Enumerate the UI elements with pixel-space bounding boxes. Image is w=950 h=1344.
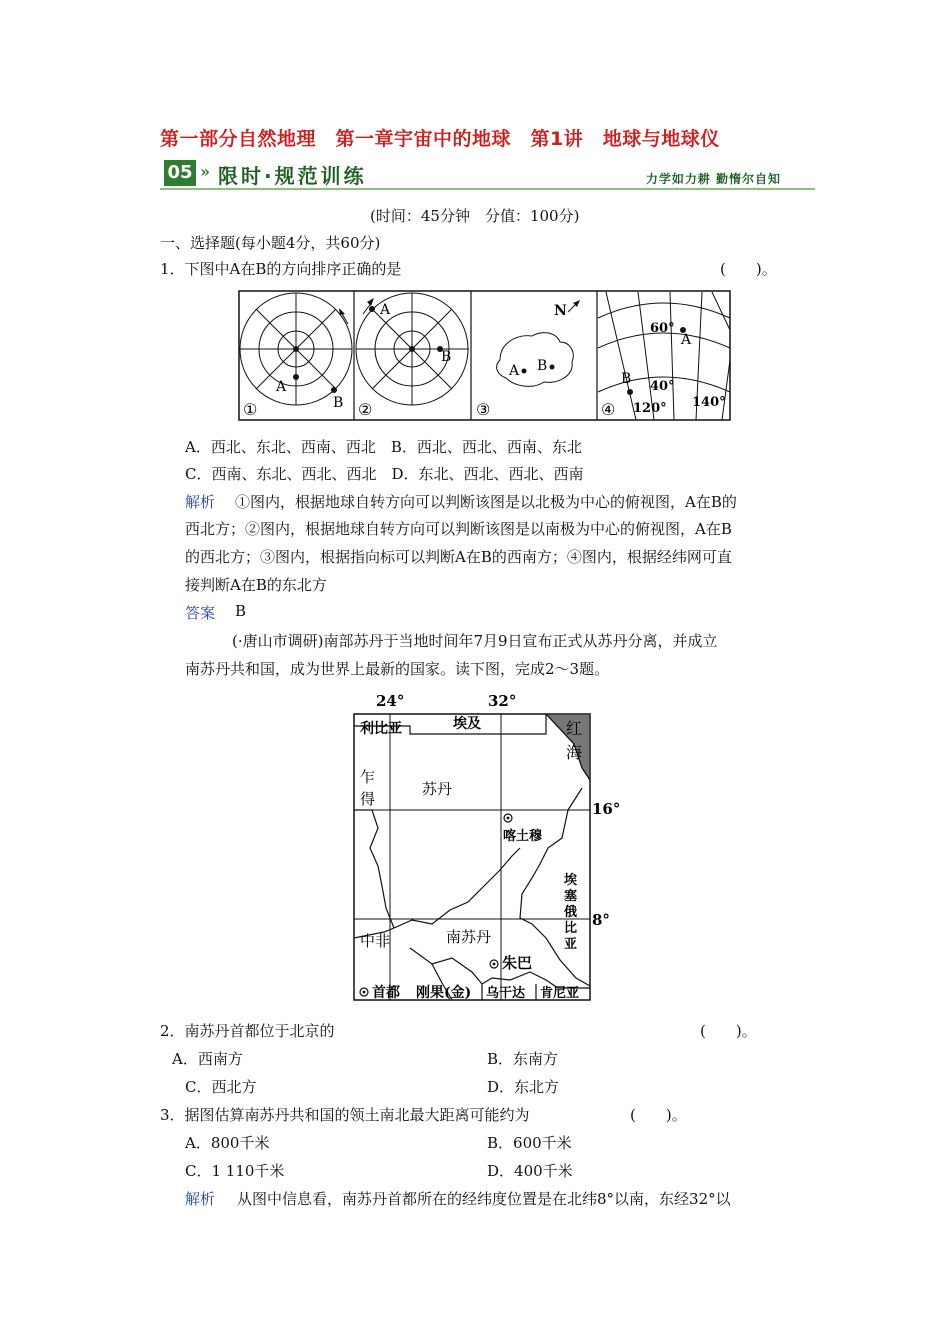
section-heading: 一、选择题(每小题4分，共60分) <box>160 234 381 252</box>
q3-option-d: D．400千米 <box>487 1162 573 1180</box>
svg-text:③: ③ <box>476 400 491 419</box>
q1-analysis-line2: 西北方；②图内，根据地球自转方向可以判断该图是以南极为中心的俯视图，A在B <box>185 520 732 538</box>
svg-text:埃: 埃 <box>564 873 578 888</box>
svg-text:A: A <box>681 332 692 348</box>
svg-text:肯尼亚: 肯尼亚 <box>540 986 580 1001</box>
intro-line2: 南苏丹共和国，成为世界上最新的国家。读下图，完成2～3题。 <box>185 660 610 678</box>
q1-options-ab: A．西北、东北、西南、西北 B．西北、西北、西南、东北 <box>185 438 582 456</box>
svg-text:40°: 40° <box>650 379 675 394</box>
q2-option-b: B．东南方 <box>487 1050 559 1068</box>
q2-option-c: C．西北方 <box>185 1078 257 1096</box>
q2-blank: ( )。 <box>700 1022 757 1040</box>
q3-option-c: C．1 110千米 <box>185 1162 285 1180</box>
q1-blank: ( )。 <box>720 260 777 278</box>
chapter-badge: 05 <box>164 160 196 186</box>
time-score: (时间：45分钟 分值：100分) <box>370 207 580 225</box>
svg-text:A: A <box>276 379 287 395</box>
svg-text:喀土穆: 喀土穆 <box>503 829 543 844</box>
q1-answer: B <box>235 602 247 620</box>
q3-analysis-label: 解析 <box>185 1190 216 1208</box>
svg-text:8°: 8° <box>592 911 610 929</box>
svg-text:B: B <box>333 395 344 411</box>
svg-text:A: A <box>380 302 391 318</box>
section-band <box>160 158 815 190</box>
svg-text:120°: 120° <box>633 401 667 416</box>
svg-text:比: 比 <box>564 921 578 936</box>
svg-text:②: ② <box>358 400 373 419</box>
page-title: 第一部分自然地理 第一章宇宙中的地球 第1讲 地球与地球仪 <box>160 128 720 150</box>
q1-analysis-line1: ①图内，根据地球自转方向可以判断该图是以北极为中心的俯视图，A在B的 <box>235 493 737 511</box>
intro-line1: (·唐山市调研)南部苏丹于当地时间年7月9日宣布正式从苏丹分离，并成立 <box>232 632 718 650</box>
q3-blank: ( )。 <box>630 1106 687 1124</box>
q2-option-d: D．东北方 <box>487 1078 560 1096</box>
svg-text:①: ① <box>243 400 258 419</box>
svg-text:得: 得 <box>360 790 376 808</box>
svg-text:首都: 首都 <box>372 985 400 1001</box>
q3-option-a: A．800千米 <box>185 1134 270 1152</box>
svg-text:32°: 32° <box>488 692 517 710</box>
q3-stem: 3．据图估算南苏丹共和国的领土南北最大距离可能约为 <box>160 1106 530 1124</box>
svg-text:140°: 140° <box>692 395 726 410</box>
q2-stem: 2．南苏丹首都位于北京的 <box>160 1022 335 1040</box>
svg-text:刚果(金): 刚果(金) <box>416 985 472 1001</box>
q1-figure <box>238 290 732 422</box>
svg-text:16°: 16° <box>592 800 621 818</box>
svg-text:乍: 乍 <box>360 768 376 786</box>
svg-text:亚: 亚 <box>564 937 578 952</box>
svg-text:利比亚: 利比亚 <box>360 721 402 737</box>
q1-answer-label: 答案 <box>185 604 216 622</box>
svg-text:24°: 24° <box>376 692 405 710</box>
svg-text:苏丹: 苏丹 <box>422 780 453 798</box>
band-label: 限时·规范训练 <box>218 164 367 188</box>
q3-option-b: B．600千米 <box>487 1134 572 1152</box>
q1-options-cd: C．西南、东北、西北、西北 D．东北、西北、西北、西南 <box>185 465 584 483</box>
sudan-map <box>350 688 621 1006</box>
svg-text:海: 海 <box>566 743 583 762</box>
svg-text:B: B <box>441 349 452 365</box>
svg-text:红: 红 <box>566 719 583 738</box>
svg-text:④: ④ <box>601 400 616 419</box>
q2-option-a: A．西南方 <box>172 1050 243 1068</box>
svg-text:A: A <box>509 363 520 379</box>
q3-analysis-line1: 从图中信息看，南苏丹首都所在的经纬度位置是在北纬8°以南，东经32°以 <box>237 1190 731 1208</box>
svg-text:塞: 塞 <box>564 889 578 904</box>
svg-text:朱巴: 朱巴 <box>502 954 533 972</box>
svg-text:乌干达: 乌干达 <box>486 986 526 1001</box>
svg-text:B: B <box>621 371 632 387</box>
svg-text:埃及: 埃及 <box>453 716 481 732</box>
q1-analysis-label: 解析 <box>185 493 216 511</box>
svg-text:60°: 60° <box>650 321 675 336</box>
svg-text:中非: 中非 <box>360 932 391 950</box>
motto: 力学如力耕 勤惰尔自知 <box>645 172 781 186</box>
double-chevron-icon: » <box>200 162 210 181</box>
svg-text:俄: 俄 <box>564 905 578 920</box>
band-rule <box>160 188 815 190</box>
svg-text:B: B <box>537 358 548 374</box>
q1-analysis-line3: 的西北方；③图内，根据指向标可以判断A在B的西南方；④图内，根据经纬网可直 <box>185 548 732 566</box>
q1-stem: 1．下图中A在B的方向排序正确的是 <box>160 260 402 278</box>
svg-text:南苏丹: 南苏丹 <box>446 928 492 946</box>
q1-analysis-line4: 接判断A在B的东北方 <box>185 576 327 594</box>
svg-text:N: N <box>554 303 567 319</box>
